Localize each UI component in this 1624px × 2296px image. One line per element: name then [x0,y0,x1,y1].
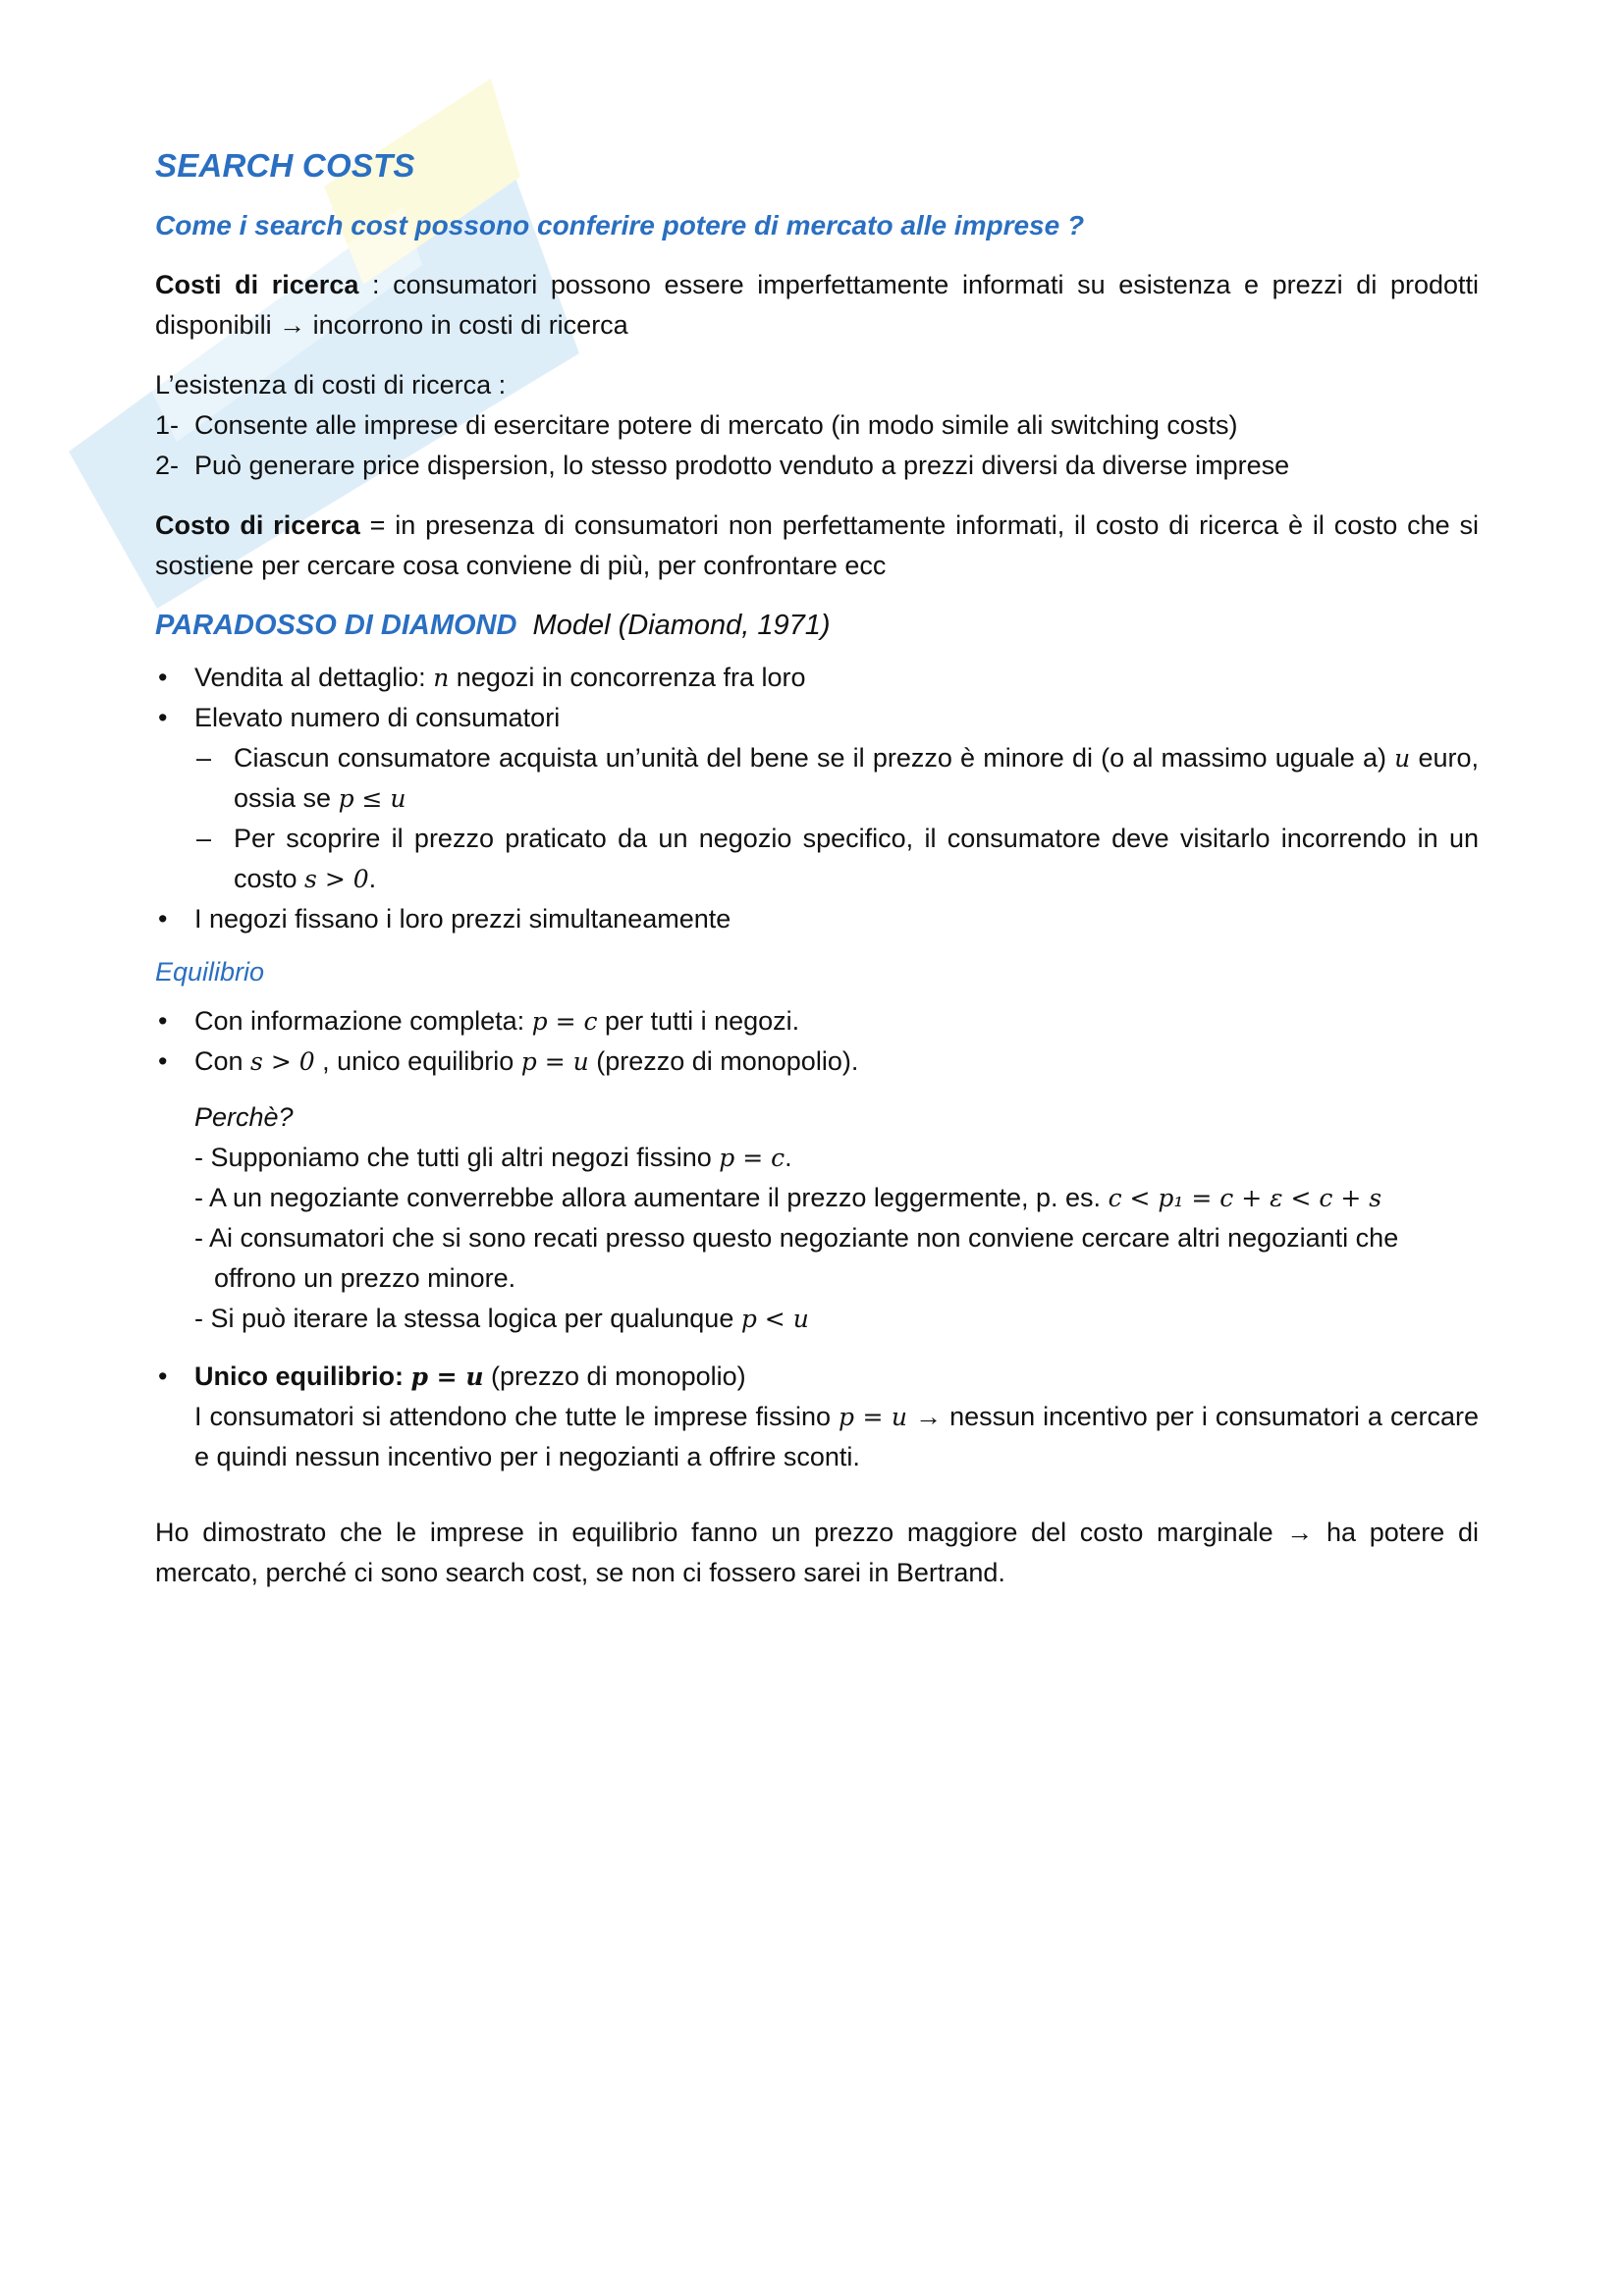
existence-item [155,446,1479,486]
list-text: Con [194,1046,251,1076]
why-step [194,1299,1479,1339]
costo-text: = in presenza di consumatori non perfettamente informati, il costo di ricerca è il costo che si sostiene per cercare cosa conviene di più, per confrontare ecc [155,510,1479,580]
costi-text: : consumatori possono essere imperfettamente informati su esistenza e prezzi di prodotti disponibili → incorrono in costi di ricerca [155,270,1480,340]
equilibrio-label: Equilibrio [155,957,265,987]
unique-term: Unico equilibrio: [194,1362,411,1391]
existence-item [155,405,1479,446]
unique-equilibrium-list [155,1357,1479,1477]
list-text: Per scoprire il prezzo praticato da un negozio specifico, il consumatore deve visitarlo incorrendo in un costo [234,824,1479,893]
sub-list-item [194,738,1479,819]
page-title: SEARCH COSTS [155,147,415,184]
list-text: Con informazione completa: [194,1006,532,1036]
paradox-subtitle: Model (Diamond, 1971) [532,610,831,641]
existence-number: 1- [155,410,180,440]
existence-number: 2- [155,451,180,480]
sub-list [194,738,1479,899]
costi-definition [155,265,1479,346]
why-step [194,1218,1479,1258]
math-p-eq-u: p = u [520,1047,589,1076]
list-item [155,899,1479,939]
document-page [155,147,1479,1593]
list-item [155,1001,1479,1041]
list-text: (prezzo di monopolio) [483,1362,746,1391]
existence-text: Consente alle imprese di esercitare potere di mercato (in modo simile ali switching costs) [194,410,1238,440]
math-s-gt-0: s > 0 [250,1047,315,1076]
paradox-title: PARADOSSO DI DIAMOND [155,610,517,641]
math-p-eq-u: p = u [410,1362,484,1391]
list-item [155,658,1479,698]
equilibrio-list [155,1001,1479,1082]
list-text: Vendita al dettaglio: [194,663,434,692]
math-p-eq-c: p = c [719,1144,785,1172]
list-item [155,698,1479,899]
existence-block [155,365,1479,486]
list-item [155,1041,1479,1082]
section-question: Come i search cost possono conferire potere di mercato alle imprese ? [155,210,1085,240]
list-text: negozi in concorrenza fra loro [449,663,806,692]
why-block [155,1097,1479,1339]
costi-term: Costi di ricerca [155,270,359,299]
step-text: - Supponiamo che tutti gli altri negozi fissino [194,1143,720,1172]
existence-text: Può generare price dispersion, lo stesso prodotto venduto a prezzi diversi da diverse imprese [194,451,1290,480]
list-text: , unico equilibrio [314,1046,521,1076]
math-inequality: c < p₁ = c + ε < c + s [1108,1184,1382,1212]
math-p-eq-c: p = c [531,1007,598,1036]
why-label: Perchè? [194,1102,294,1132]
why-step [194,1138,1479,1178]
why-step [194,1178,1479,1218]
sub-list-item [194,819,1479,899]
math-p-le-u: p ≤ u [338,784,406,813]
list-item [155,1357,1479,1477]
costo-term: Costo di ricerca [155,510,360,540]
step-text: . [785,1143,792,1172]
list-text: . [368,864,377,893]
list-text: euro, ossia se [234,743,1480,813]
list-text: Ciascun consumatore acquista un’unità del bene se il prezzo è minore di (o al massimo uguale a) [234,743,1395,773]
list-text: per tutti i negozi. [597,1006,800,1036]
list-text: I negozi fissano i loro prezzi simultaneamente [194,904,731,934]
existence-intro: L’esistenza di costi di ricerca : [155,370,507,400]
model-list [155,658,1479,939]
math-p-eq-u: p = u [839,1403,908,1431]
list-text: I consumatori si attendono che tutte le imprese fissino [194,1402,839,1431]
conclusion: Ho dimostrato che le imprese in equilibrio fanno un prezzo maggiore del costo marginale → ha potere di mercato, perché ci sono search cost, se non ci fossero sarei in Bertrand. [155,1518,1479,1587]
why-step-continuation: offrono un prezzo minore. [214,1263,516,1293]
list-text: → nessun incentivo per i consumatori a cercare e quindi nessun incentivo per i negozianti a offrire sconti. [194,1402,1479,1471]
math-u: u [1394,744,1411,773]
step-text: - Ai consumatori che si sono recati presso questo negoziante non conviene cercare altri negozianti che [194,1223,1399,1253]
step-text: - Si può iterare la stessa logica per qualunque [194,1304,741,1333]
math-p-lt-u: p < u [740,1305,809,1333]
list-text: Elevato numero di consumatori [194,703,561,732]
costo-definition [155,506,1479,586]
step-text: - A un negoziante converrebbe allora aumentare il prezzo leggermente, p. es. [194,1183,1109,1212]
paradox-heading [155,610,1479,642]
math-n: n [433,664,450,692]
list-text: (prezzo di monopolio). [588,1046,859,1076]
math-s-gt-0: s > 0 [304,865,369,893]
